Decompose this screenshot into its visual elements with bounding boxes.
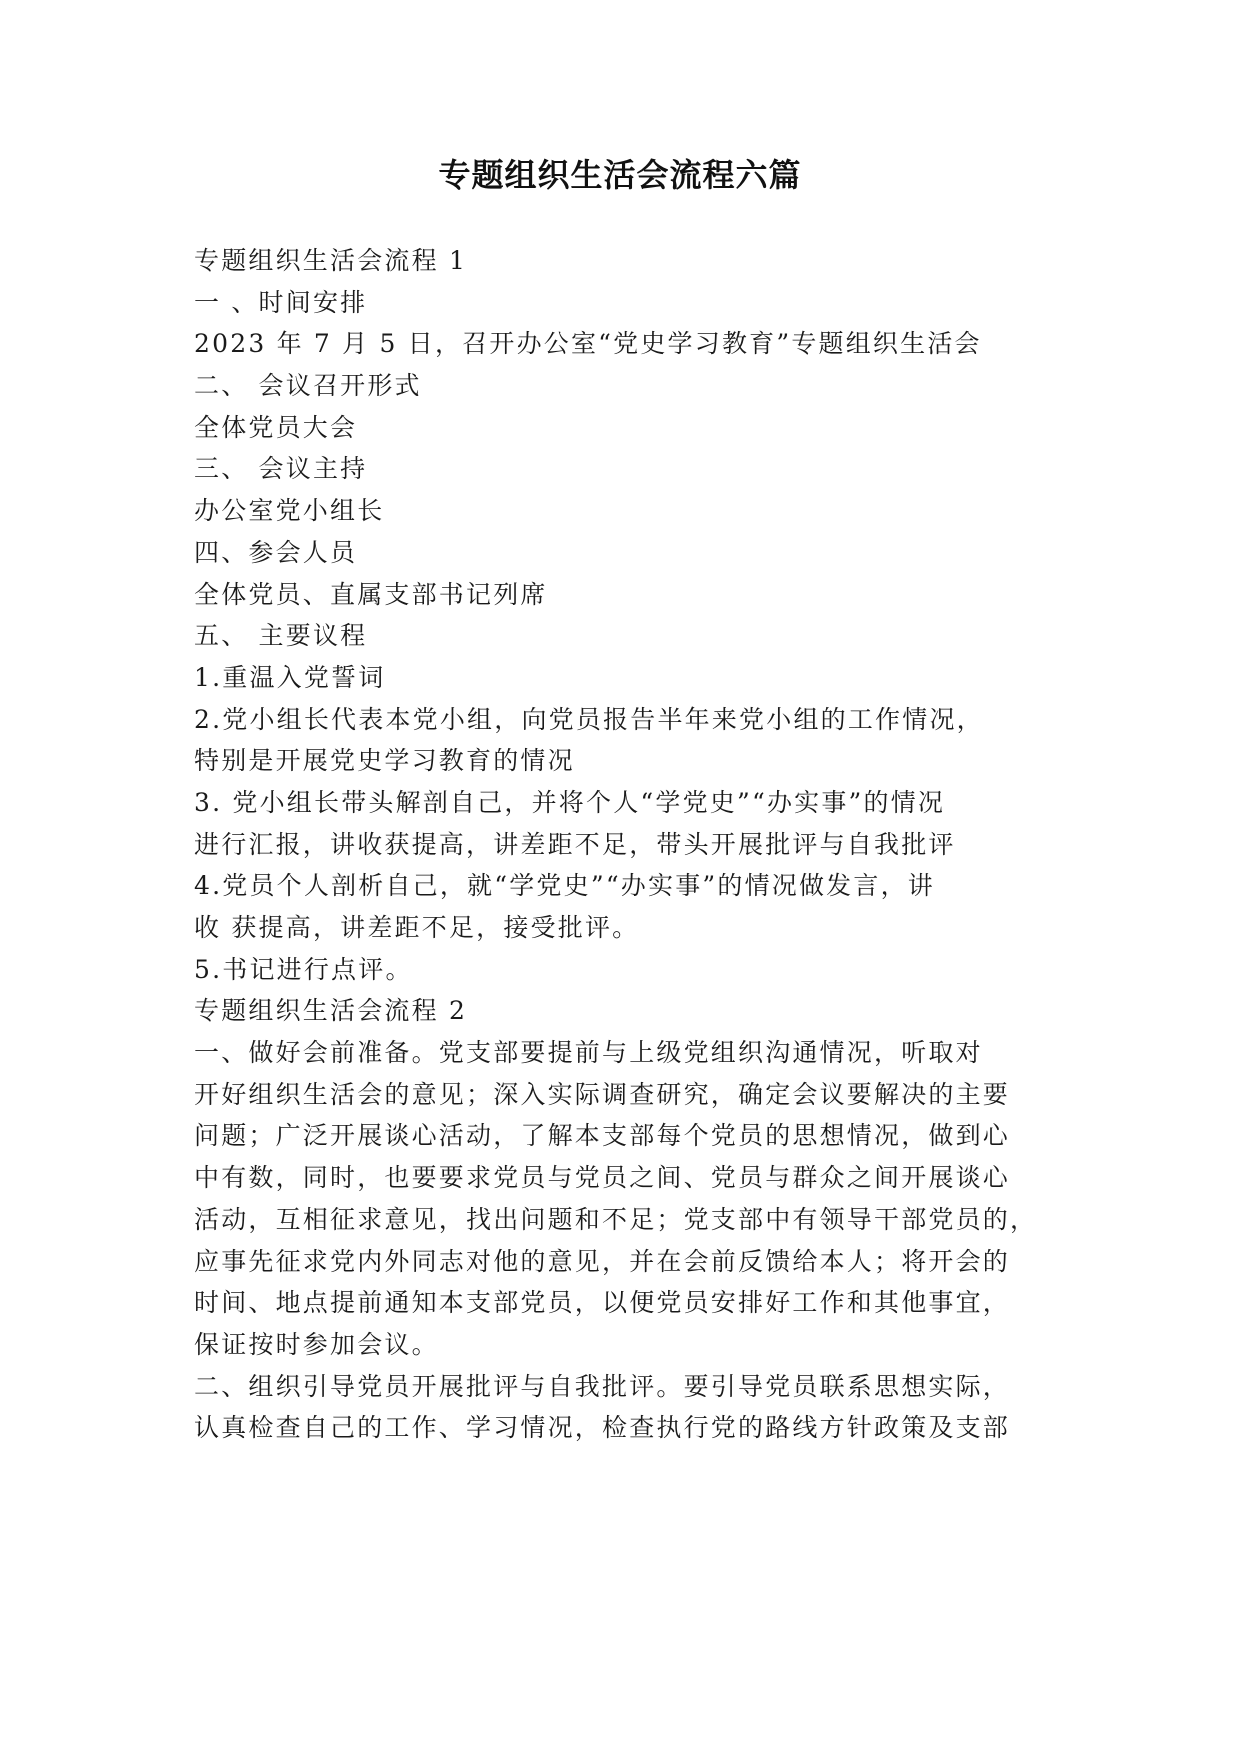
paragraph-line: 应事先征求党内外同志对他的意见，并在会前反馈给本人；将开会的 bbox=[194, 1246, 1011, 1276]
paragraph-line: 二、组织引导党员开展批评与自我批评。要引导党员联系思想实际， bbox=[194, 1371, 1011, 1401]
paragraph-line: 一、做好会前准备。党支部要提前与上级党组织沟通情况，听取对 bbox=[194, 1038, 983, 1068]
item-host-heading: 三、 会议主持 bbox=[194, 454, 368, 484]
paragraph-line: 中有数，同时，也要要求党员与党员之间、党员与群众之间开展谈心 bbox=[194, 1163, 1011, 1193]
agenda-line: 2.党小组长代表本党小组，向党员报告半年来党小组的工作情况， bbox=[194, 704, 984, 734]
agenda-line: 5.书记进行点评。 bbox=[194, 954, 413, 984]
agenda-line: 进行汇报，讲收获提高，讲差距不足，带头开展批评与自我批评 bbox=[194, 829, 956, 859]
agenda-line: 特别是开展党史学习教育的情况 bbox=[194, 746, 575, 776]
paragraph-line: 开好组织生活会的意见；深入实际调查研究，确定会议要解决的主要 bbox=[194, 1079, 1011, 1109]
item-agenda-heading: 五、 主要议程 bbox=[194, 621, 368, 651]
paragraph-line: 问题；广泛开展谈心活动，了解本支部每个党员的思想情况，做到心 bbox=[194, 1121, 1011, 1151]
paragraph-line: 时间、地点提前通知本支部党员，以便党员安排好工作和其他事宜， bbox=[194, 1288, 1011, 1318]
item-time-text: 2023 年 7 月 5 日，召开办公室“党史学习教育”专题组织生活会 bbox=[194, 329, 982, 359]
item-form-text: 全体党员大会 bbox=[194, 412, 358, 442]
item-attendees-text: 全体党员、直属支部书记列席 bbox=[194, 579, 548, 609]
agenda-line: 收 获提高，讲差距不足，接受批评。 bbox=[194, 913, 640, 942]
agenda-line: 3. 党小组长带头解剖自己，并将个人“学党史”“办实事”的情况 bbox=[194, 787, 946, 817]
document-body bbox=[194, 240, 1054, 1449]
agenda-line: 4.党员个人剖析自己，就“学党史”“办实事”的情况做发言，讲 bbox=[194, 871, 935, 901]
section-heading-2: 专题组织生活会流程 2 bbox=[194, 996, 468, 1026]
item-attendees-heading: 四、参会人员 bbox=[194, 537, 358, 567]
item-host-text: 办公室党小组长 bbox=[194, 496, 385, 526]
document-title: 专题组织生活会流程六篇 bbox=[438, 156, 802, 194]
paragraph-line: 活动，互相征求意见，找出问题和不足；党支部中有领导干部党员的， bbox=[194, 1204, 1038, 1234]
section-heading-1: 专题组织生活会流程 1 bbox=[194, 246, 468, 275]
item-time-heading: 一 、时间安排 bbox=[194, 287, 368, 317]
agenda-line: 1.重温入党誓词 bbox=[194, 662, 386, 692]
item-form-heading: 二、 会议召开形式 bbox=[194, 371, 422, 401]
paragraph-line: 认真检查自己的工作、学习情况，检查执行党的路线方针政策及支部 bbox=[194, 1413, 1011, 1443]
paragraph-line: 保证按时参加会议。 bbox=[194, 1329, 439, 1359]
